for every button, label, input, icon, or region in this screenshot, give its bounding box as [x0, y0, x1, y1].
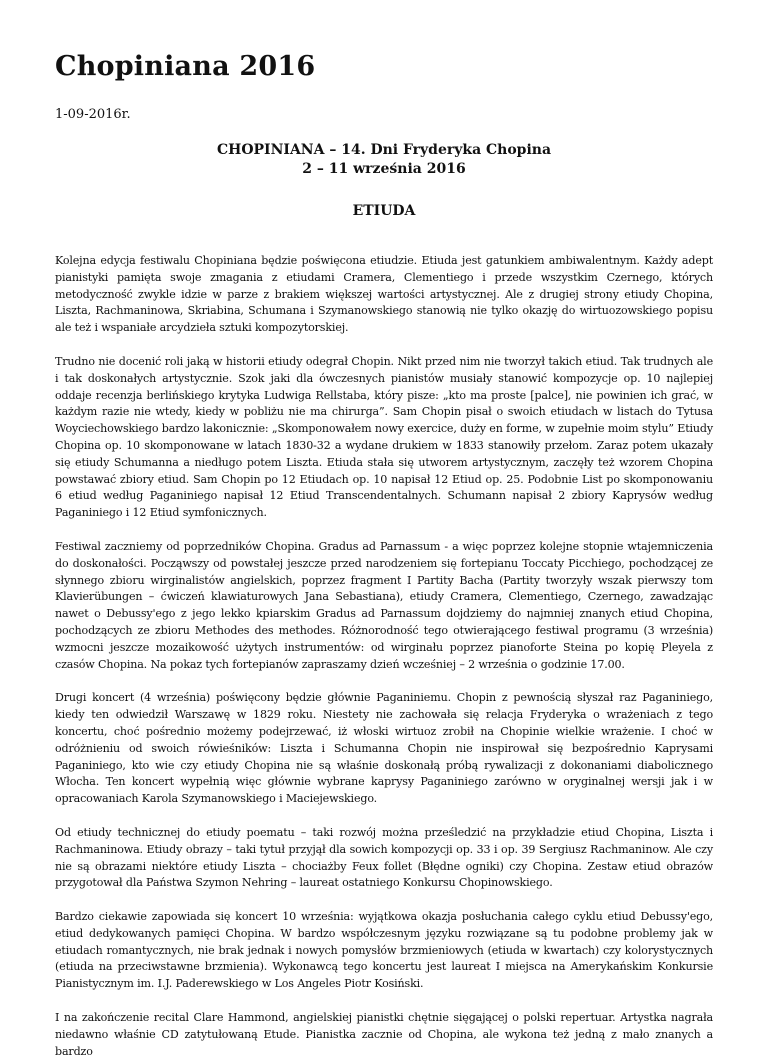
festival-heading [55, 141, 713, 179]
document-title: Chopiniana 2016 [55, 51, 316, 82]
publication-date: 1-09-2016r. [55, 107, 131, 122]
paragraph: Drugi koncert (4 września) poświęcony będzie głównie Paganiniemu. Chopin z pewnością słyszał raz Paganiniego, kiedy ten odwiedził Warszawę w 1829 roku. Niestety nie zachowała się relacja Fryderyka o wrażeniach z tego koncertu, choć pośrednio możemy podejrzewać, iż włoski wirtuoz zrobił na Chopinie wielkie wrażenie. I choć w odróżnieniu od swoich rówieśników: Liszta i Schumanna Chopin nie inspirował się bezpośrednio Kaprysami Paganiniego, kto wie czy etiudy Chopina nie są właśnie doskonałą próbą rywalizacji z dokonaniami diabolicznego Włocha. Ten koncert wypełnią więc głównie wybrane kaprysy Paganiniego zarówno w oryginalnej wersji jak i w opracowaniach Karola Szymanowskiego i Maciejewskiego. [55, 691, 713, 806]
festival-heading-line1: CHOPINIANA – 14. Dni Fryderyka Chopina [216, 142, 552, 158]
paragraph: Festiwal zaczniemy od poprzedników Chopina. Gradus ad Parnassum - a więc poprzez kolejne stopnie wtajemniczenia do doskonałości. Począwszy od powstałej jeszcze przed narodzeniem się fortepianu Toccaty Picchiego, pochodzącej ze słynnego zbioru wirginalistów angielskich, poprzez fragment I Partity Bacha (Partity tworzyły wszak pierwszy tom Klavierübungen – ćwiczeń klawiaturowych Jana Sebastiana), etiudy Cramera, Clementiego, Czernego, zawadzając nawet o Debussy'ego z jego lekko kpiarskim Gradus ad Parnassum dojdziemy do najmniej znanych etiud Chopina, pochodzących ze zbioru Methodes des methodes. Różnorodność tego otwierającego festiwal programu (3 września) wzmocni jeszcze mozaikowość użytych instrumentów: od wirginału poprzez pianoforte Steina po kopię Pleyela z czasów Chopina. Na pokaz tych fortepianów zapraszamy dzień wcześniej – 2 września o godzinie 17.00. [55, 539, 713, 671]
paragraph: Od etiudy technicznej do etiudy poematu – taki rozwój można prześledzić na przykładzie etiud Chopina, Liszta i Rachmaninowa. Etiudy obrazy – taki tytuł przyjął dla sowich kompozycji op. 33 i op. 39 Sergiusz Rachmaninow. Ale czy nie są obrazami niektóre etiudy Liszta – chociażby Feux follet (Błędne ogniki) czy Chopina. Zestaw etiud obrazów przygotował dla Państwa Szymon Nehring – laureat ostatniego Konkursu Chopinowskiego. [55, 825, 713, 890]
paragraph: Trudno nie docenić roli jaką w historii etiudy odegrał Chopin. Nikt przed nim nie tworzył takich etiud. Tak trudnych ale i tak doskonałych artystycznie. Szok jaki dla ówczesnych pianistów musiały stanowić kompozycje op. 10 najlepiej oddaje recenzja berlińskiego krytyka Ludwiga Rellstaba, który pisze: „kto ma proste [palce], nie powinien ich grać, w każdym razie nie wtedy, kiedy w pobliżu nie ma chirurga”. Sam Chopin pisał o swoich etiudach w listach do Tytusa Woyciechowskiego bardzo lakonicznie: „Skomponowałem nowy exercice, duży en forme, w zupełnie moim stylu” Etiudy Chopina op. 10 skomponowane w latach 1830-32 a wydane drukiem w 1833 stanowiły przełom. Zaraz potem ukazały się etiudy Schumanna a niedługo potem Liszta. Etiuda stała się utworem artystycznym, zaczęły też wzorem Chopina powstawać zbiory etiud. Sam Chopin po 12 Etiudach op. 10 napisał 12 Etiud op. 25. Podobnie List po skomponowaniu 6 etiud według Paganiniego napisał 12 Etiud Transcendentalnych. Schumann napisał 2 zbiory Kaprysów według Paganiniego i 12 Etiud symfonicznych. [55, 354, 713, 520]
paragraph: Bardzo ciekawie zapowiada się koncert 10 września: wyjątkowa okazja posłuchania całego cyklu etiud Debussy'ego, etiud dedykowanych pamięci Chopina. W bardzo współczesnym języku rozwiązane są tu podobne problemy jak w etiudach romantycznych, nie brak jednak i nowych pomysłów brzmieniowych (etiuda w kwartach) czy kolorystycznych (etiuda na przeciwstawne brzmienia). Wykonawcą tego koncertu jest laureat I miejsca na Amerykańskim Konkursie Pianistycznym im. I.J. Paderewskiego w Los Angeles Piotr Kosiński. [55, 910, 713, 991]
article-body [55, 253, 713, 1060]
paragraph: I na zakończenie recital Clare Hammond, angielskiej pianistki chętnie sięgającej o polski repertuar. Artystka nagrała niedawno właśnie CD zatytułowaną Etude. Pianistka zacznie od Chopina, ale wykona też jedną z mało znanych a bardzo [55, 1011, 713, 1058]
section-title: ETIUDA [352, 203, 416, 219]
festival-heading-line2: 2 – 11 września 2016 [302, 161, 466, 177]
paragraph: Kolejna edycja festiwalu Chopiniana będzie poświęcona etiudzie. Etiuda jest gatunkiem ambiwalentnym. Każdy adept pianistyki pamięta swoje zmagania z etiudami Cramera, Clementiego i przede wszystkim Czernego, których metodyczność zwykle idzie w parze z brakiem większej wartości artystycznej. Ale z drugiej strony etiudy Chopina, Liszta, Rachmaninowa, Skriabina, Schumana i Szymanowskiego stanowią nie tylko okazję do wirtuozowskiego popisu ale też i wspaniałe arcydzieła sztuki kompozytorskiej. [55, 254, 713, 335]
